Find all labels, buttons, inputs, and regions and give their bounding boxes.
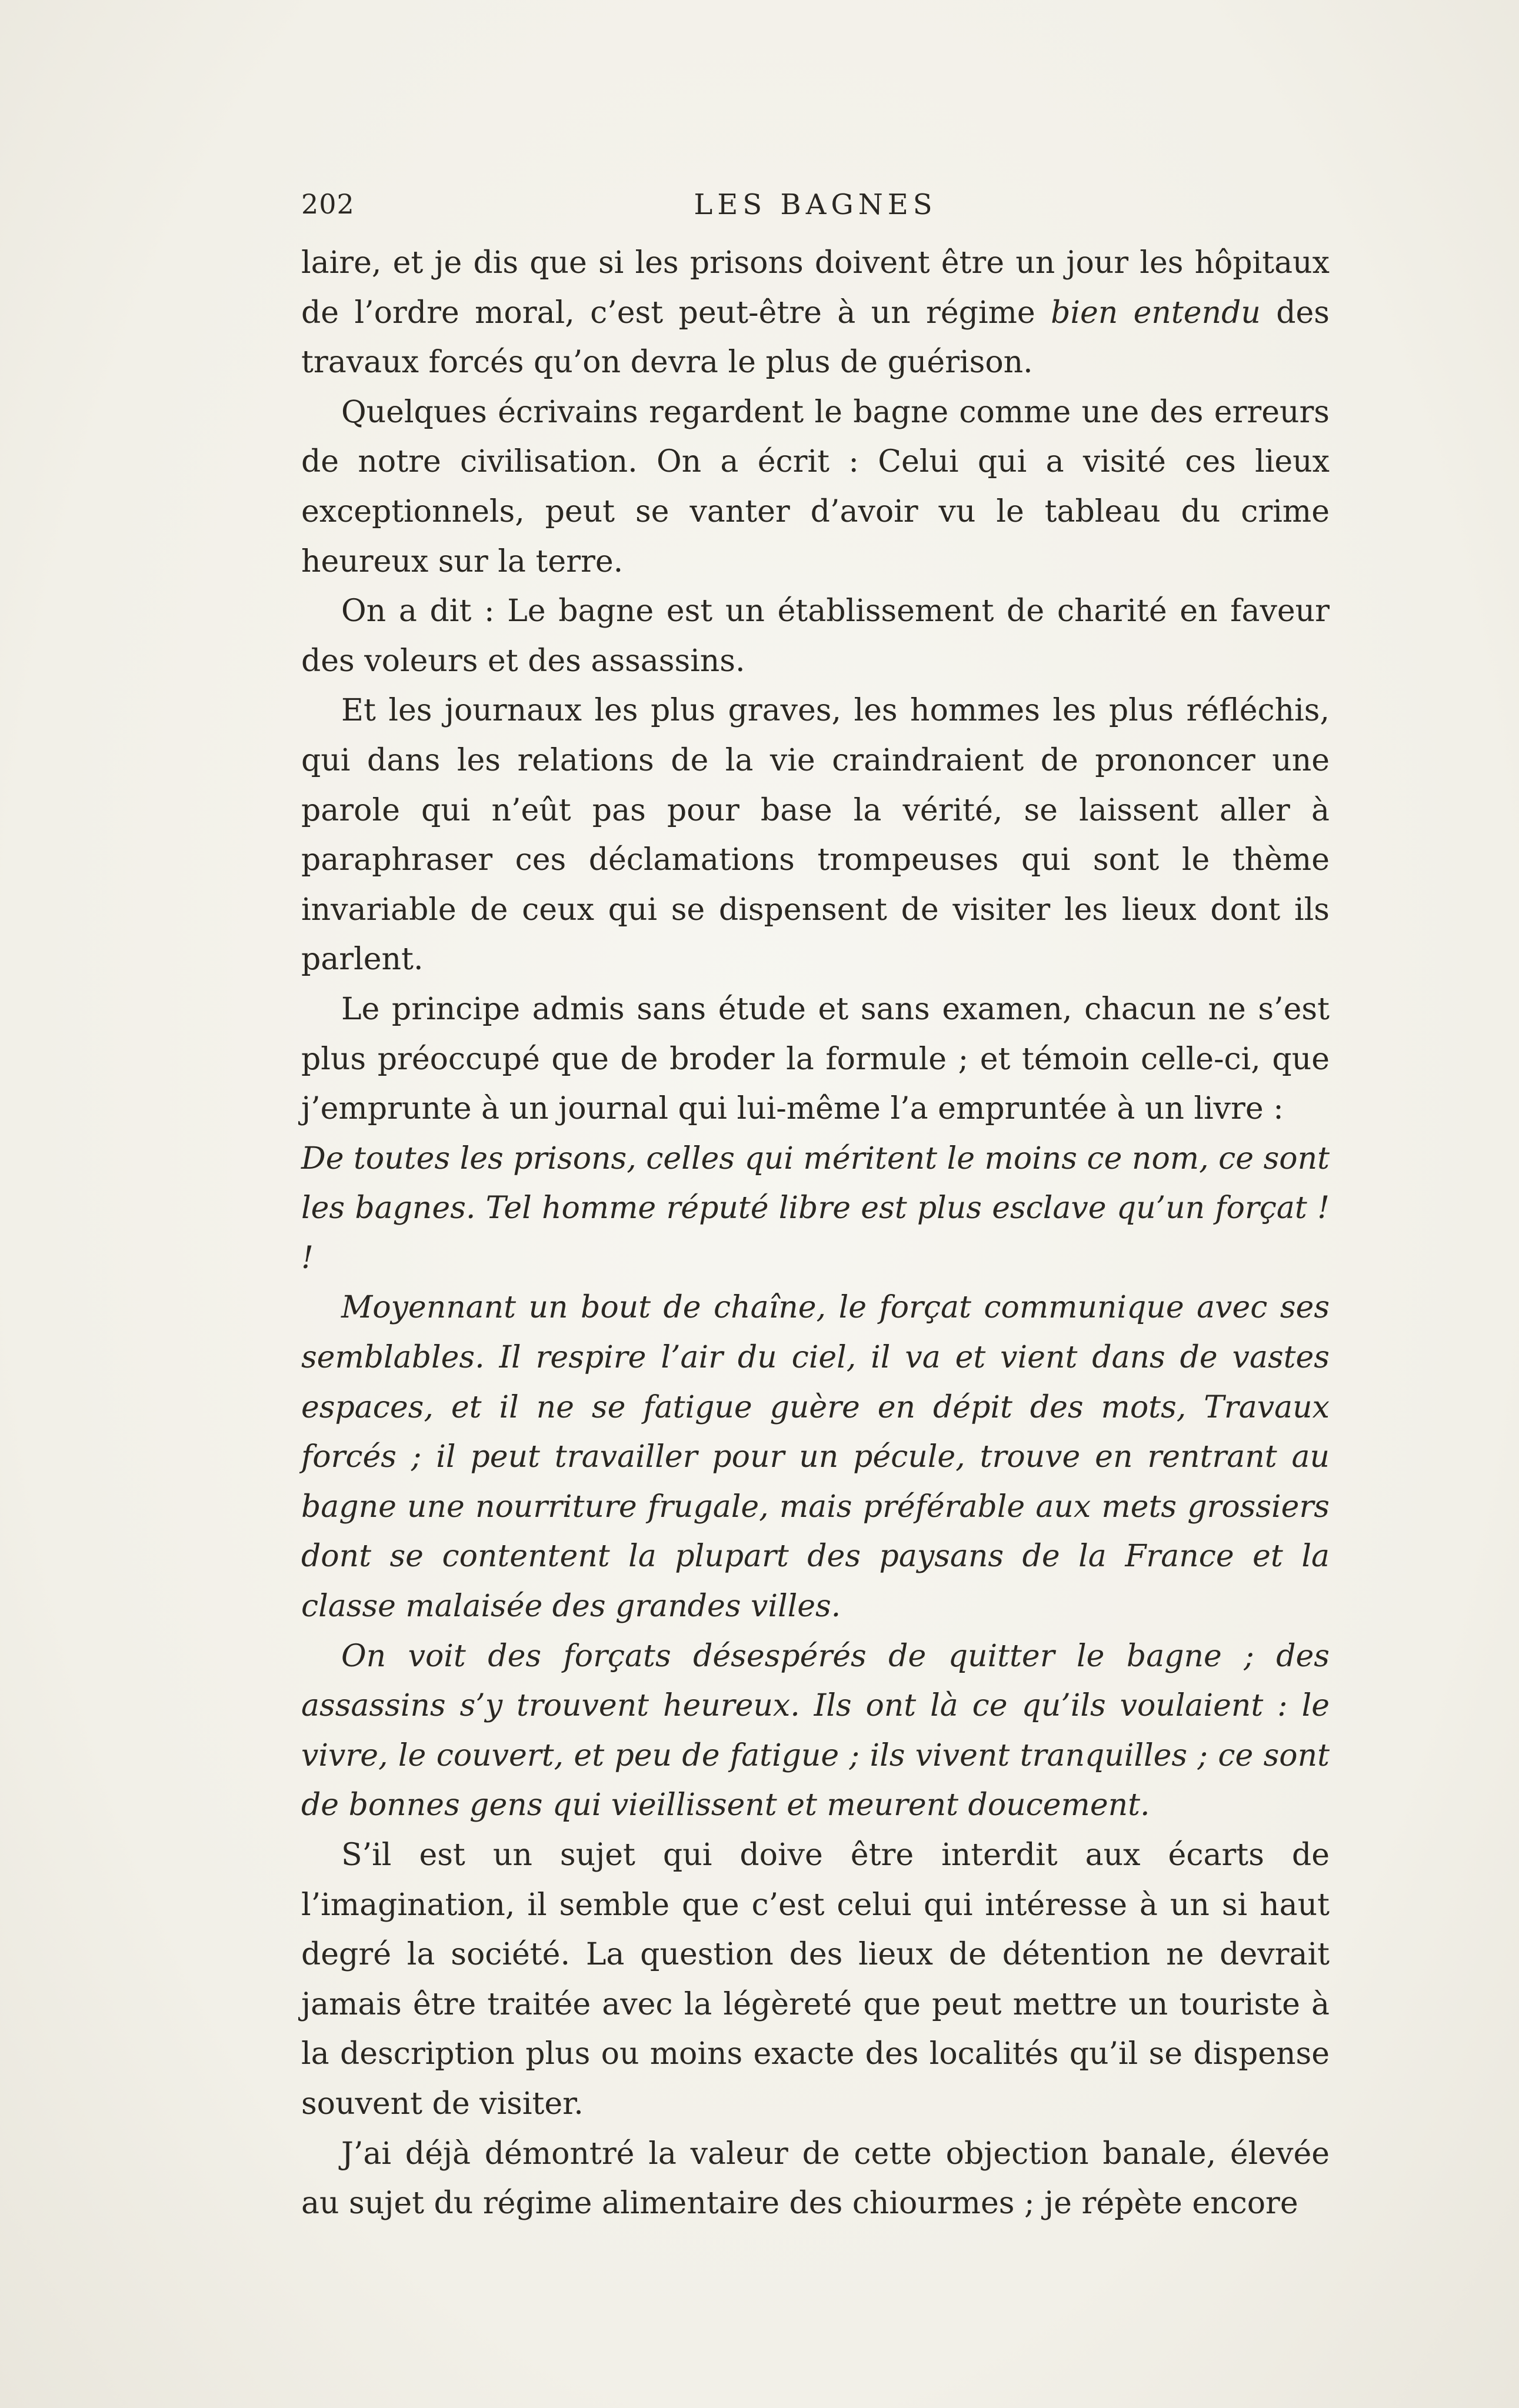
italic-run: De toutes les prisons, celles qui méritent le moins ce nom, ce sont les bagnes. Tel homme réputé libre est plus esclave qu’un forçat ! ! bbox=[301, 1140, 1330, 1276]
text-run: Et les journaux les plus graves, les hommes les plus réfléchis, qui dans les relations de la vie craindraient de prononcer une parole qui n’eût pas pour base la vérité, se laissent aller à paraphraser ces déclamations trompeuses qui sont le thème invariable de ceux qui se dispensent de visiter les lieux dont ils parlent. bbox=[301, 693, 1330, 978]
text-run: laire, et je dis que si les prisons doivent être un jour les hôpitaux de l’ordre moral, c’est peut-être à un régime bbox=[301, 245, 1330, 331]
italic-run: bien entendu bbox=[1051, 295, 1261, 331]
paragraph bbox=[301, 1830, 1330, 2129]
text-run: S’il est un sujet qui doive être interdit aux écarts de l’imagination, il semble que c’est celui qui intéresse à un si haut degré la société. La question des lieux de détention ne devrait jamais être traitée avec la légèreté que peut mettre un touriste à la description plus ou moins exacte des localités qu’il se dispense souvent de visiter. bbox=[301, 1837, 1330, 2122]
paragraph bbox=[301, 1632, 1330, 1830]
paragraph bbox=[301, 1134, 1330, 1283]
text-run: J’ai déjà démontré la valeur de cette objection banale, élevée au sujet du régime alimentaire des chiourmes ; je répète encore bbox=[301, 2136, 1330, 2222]
paragraph bbox=[301, 586, 1330, 686]
text-run: On a dit : Le bagne est un établissement de charité en faveur des voleurs et des assassins. bbox=[301, 593, 1330, 679]
paragraph bbox=[301, 388, 1330, 586]
paragraph bbox=[301, 1283, 1330, 1631]
running-head: LES BAGNES bbox=[694, 188, 937, 221]
paragraph bbox=[301, 985, 1330, 1134]
page-header bbox=[301, 188, 1330, 229]
paragraph bbox=[301, 238, 1330, 388]
italic-run: On voit des forçats désespérés de quitter le bagne ; des assassins s’y trouvent heureux. Ils ont là ce qu’ils voulaient : le vivre, le couvert, et peu de fatigue ; ils vivent tranquilles ; ce sont de bonnes gens qui vieillissent et meurent doucement. bbox=[301, 1638, 1330, 1823]
italic-run: Moyennant un bout de chaîne, le forçat communique avec ses semblables. Il respire l’air du ciel, il va et vient dans de vastes espaces, et il ne se fatigue guère en dépit des mots, Travaux forcés ; il peut travailler pour un pécule, trouve en rentrant au bagne une nourriture frugale, mais préférable aux mets grossiers dont se contentent la plupart des paysans de la France et la classe malaisée des grandes villes. bbox=[301, 1290, 1330, 1625]
text-run: des travaux forcés qu’on devra le plus de guérison. bbox=[301, 295, 1330, 381]
body-text bbox=[301, 238, 1330, 2229]
paragraph bbox=[301, 686, 1330, 985]
page-number: 202 bbox=[301, 188, 355, 220]
text-run: Quelques écrivains regardent le bagne comme une des erreurs de notre civilisation. On a écrit : Celui qui a visité ces lieux exceptionnels, peut se vanter d’avoir vu le tableau du crime heureux sur la terre. bbox=[301, 394, 1330, 579]
paragraph bbox=[301, 2129, 1330, 2229]
text-run: Le principe admis sans étude et sans examen, chacun ne s’est plus préoccupé que de broder la formule ; et témoin celle-ci, que j’emprunte à un journal qui lui-même l’a empruntée à un livre : bbox=[301, 991, 1330, 1127]
